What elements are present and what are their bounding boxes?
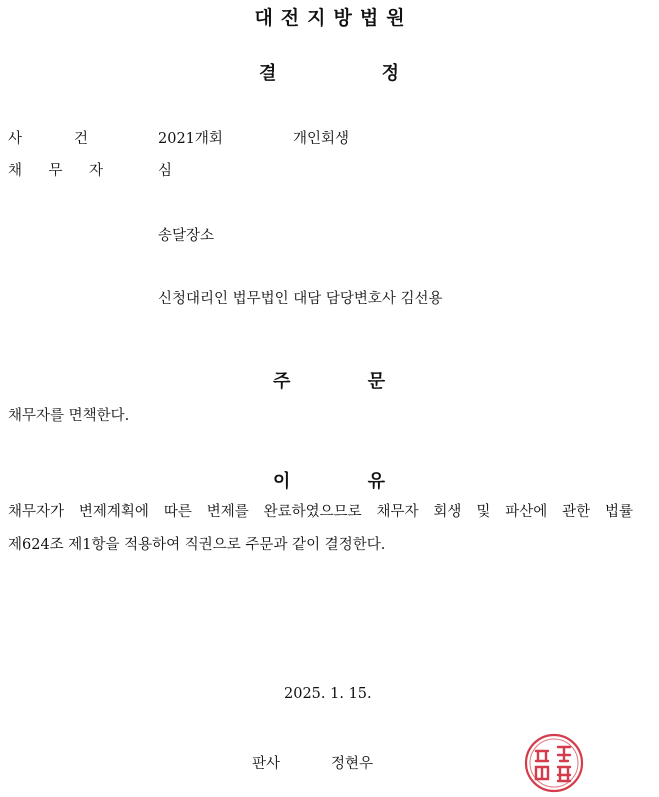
case-type: 개인회생	[293, 131, 350, 147]
debtor-label-char: 채	[8, 163, 23, 179]
agent-info: 신청대리인 법무법인 대담 담당변호사 김선용	[158, 291, 443, 307]
reason-heading	[273, 467, 385, 493]
reason-text	[8, 496, 633, 562]
case-label-char: 사	[8, 131, 23, 147]
order-heading-left: 주	[273, 371, 291, 392]
debtor-label-char: 자	[88, 163, 103, 179]
debtor-label	[8, 159, 103, 180]
title-right-char: 정	[381, 63, 399, 84]
reason-line-1: 채무자가 변제계획에 따른 변제를 완료하였으므로 채무자 회생 및 파산에 관한 법률	[8, 504, 633, 520]
judge-name: 정현우	[331, 756, 374, 772]
debtor-label-char: 무	[48, 163, 63, 179]
seal-icon	[524, 733, 584, 793]
decision-date: 2025. 1. 15.	[284, 686, 372, 702]
document-title	[259, 59, 399, 85]
order-heading-right: 문	[367, 371, 385, 392]
order-text: 채무자를 면책한다.	[8, 408, 130, 424]
reason-heading-left: 이	[273, 471, 291, 492]
debtor-name: 심	[158, 163, 173, 179]
judge-title: 판사	[252, 756, 281, 772]
case-label-char: 건	[73, 131, 88, 147]
reason-heading-right: 유	[367, 471, 385, 492]
case-number: 2021개회	[158, 131, 223, 147]
reason-line-2: 제624조 제1항을 적용하여 직권으로 주문과 같이 결정한다.	[8, 537, 386, 553]
court-name: 대전지방법원	[254, 7, 413, 29]
order-heading	[273, 367, 385, 393]
service-address-label: 송달장소	[158, 228, 215, 244]
case-label	[8, 127, 88, 148]
title-left-char: 결	[259, 63, 277, 84]
